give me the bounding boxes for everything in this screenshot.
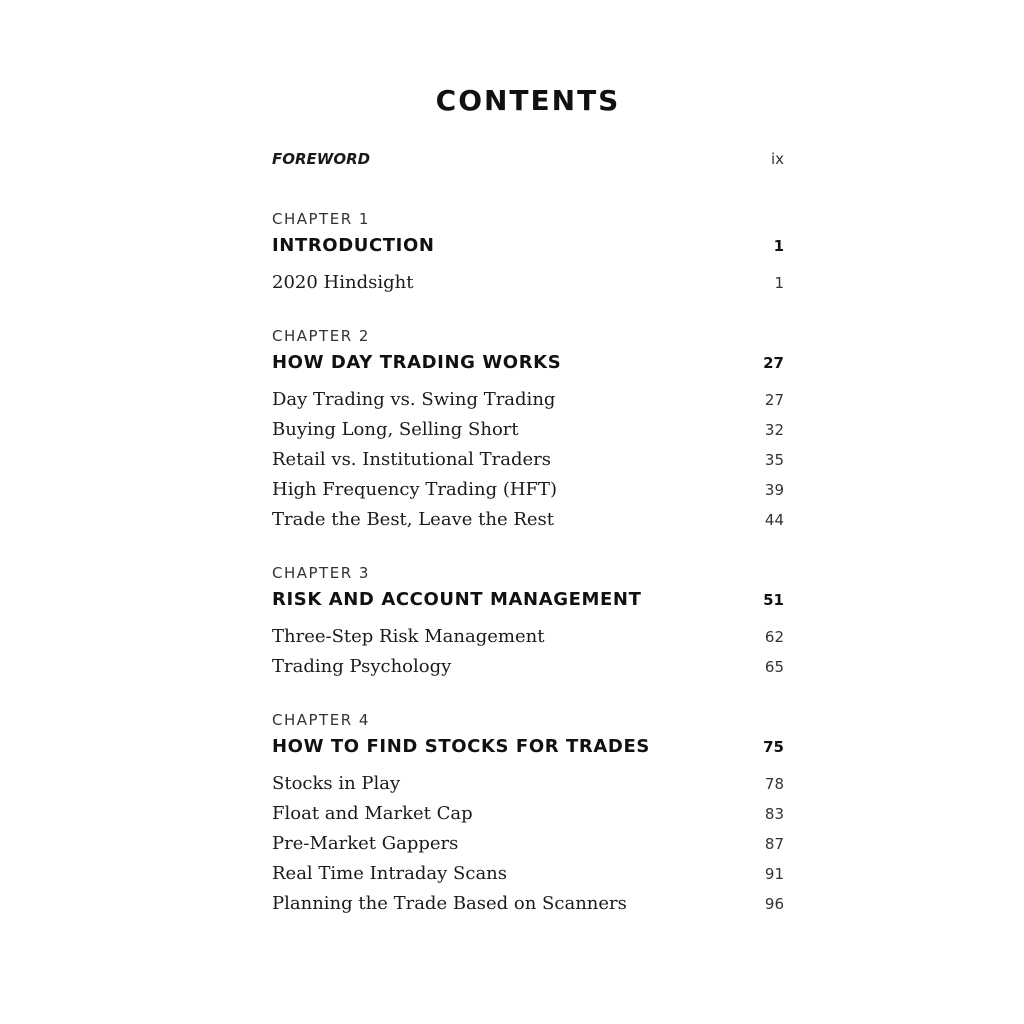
- section-title: High Frequency Trading (HFT): [272, 479, 558, 500]
- section-entry[interactable]: [272, 652, 784, 682]
- section-title: Three-Step Risk Management: [272, 626, 545, 647]
- section-entry[interactable]: [272, 475, 784, 505]
- chapter-label: CHAPTER 2: [272, 327, 370, 345]
- section-title: 2020 Hindsight: [272, 272, 414, 293]
- section-entry[interactable]: [272, 829, 784, 859]
- section-title: Day Trading vs. Swing Trading: [272, 389, 556, 410]
- section-entry[interactable]: [272, 385, 784, 415]
- section-page: 39: [764, 481, 784, 499]
- section-entry[interactable]: [272, 799, 784, 829]
- foreword-entry[interactable]: [272, 150, 784, 180]
- chapter-label: CHAPTER 3: [272, 564, 370, 582]
- chapter-label: CHAPTER 4: [272, 711, 370, 729]
- section-entry[interactable]: [272, 268, 784, 298]
- section-title: Retail vs. Institutional Traders: [272, 449, 551, 470]
- section-page: 35: [764, 451, 784, 469]
- chapter-page: 1: [773, 237, 784, 255]
- section-page: 83: [764, 805, 784, 823]
- section-entry[interactable]: [272, 505, 784, 535]
- section-page: 27: [764, 391, 784, 409]
- section-entry[interactable]: [272, 769, 784, 799]
- chapter-1: [272, 208, 784, 298]
- chapter-title-entry[interactable]: [272, 584, 784, 616]
- chapter-title-entry[interactable]: [272, 731, 784, 763]
- table-of-contents: [272, 150, 784, 946]
- section-entry[interactable]: [272, 859, 784, 889]
- section-entry[interactable]: [272, 415, 784, 445]
- section-entry[interactable]: [272, 889, 784, 919]
- section-entry[interactable]: [272, 622, 784, 652]
- chapter-4: [272, 709, 784, 919]
- page-title: CONTENTS: [435, 84, 621, 117]
- section-title: Real Time Intraday Scans: [272, 863, 508, 884]
- section-page: 62: [764, 628, 784, 646]
- foreword-label: FOREWORD: [272, 150, 371, 168]
- foreword-page: ix: [770, 150, 784, 168]
- chapter-title-entry[interactable]: [272, 347, 784, 379]
- section-title: Trading Psychology: [272, 656, 452, 677]
- section-entry[interactable]: [272, 445, 784, 475]
- section-page: 78: [764, 775, 784, 793]
- section-page: 1: [774, 274, 784, 292]
- section-title: Planning the Trade Based on Scanners: [272, 893, 627, 914]
- chapter-page: 75: [763, 738, 784, 756]
- section-title: Float and Market Cap: [272, 803, 473, 824]
- section-page: 44: [764, 511, 784, 529]
- section-page: 32: [764, 421, 784, 439]
- chapter-page: 51: [763, 591, 784, 609]
- chapter-title: INTRODUCTION: [272, 235, 435, 256]
- chapter-2: [272, 325, 784, 535]
- section-title: Trade the Best, Leave the Rest: [272, 509, 554, 530]
- section-page: 87: [764, 835, 784, 853]
- section-page: 65: [764, 658, 784, 676]
- chapter-label: CHAPTER 1: [272, 210, 370, 228]
- chapter-title: RISK AND ACCOUNT MANAGEMENT: [272, 589, 642, 610]
- chapter-page: 27: [763, 354, 784, 372]
- section-title: Buying Long, Selling Short: [272, 419, 519, 440]
- chapter-title: HOW TO FIND STOCKS FOR TRADES: [272, 736, 650, 757]
- section-title: Stocks in Play: [272, 773, 401, 794]
- section-page: 96: [764, 895, 784, 913]
- chapter-title: HOW DAY TRADING WORKS: [272, 352, 562, 373]
- section-page: 91: [764, 865, 784, 883]
- chapter-3: [272, 562, 784, 682]
- section-title: Pre-Market Gappers: [272, 833, 459, 854]
- chapter-title-entry[interactable]: [272, 230, 784, 262]
